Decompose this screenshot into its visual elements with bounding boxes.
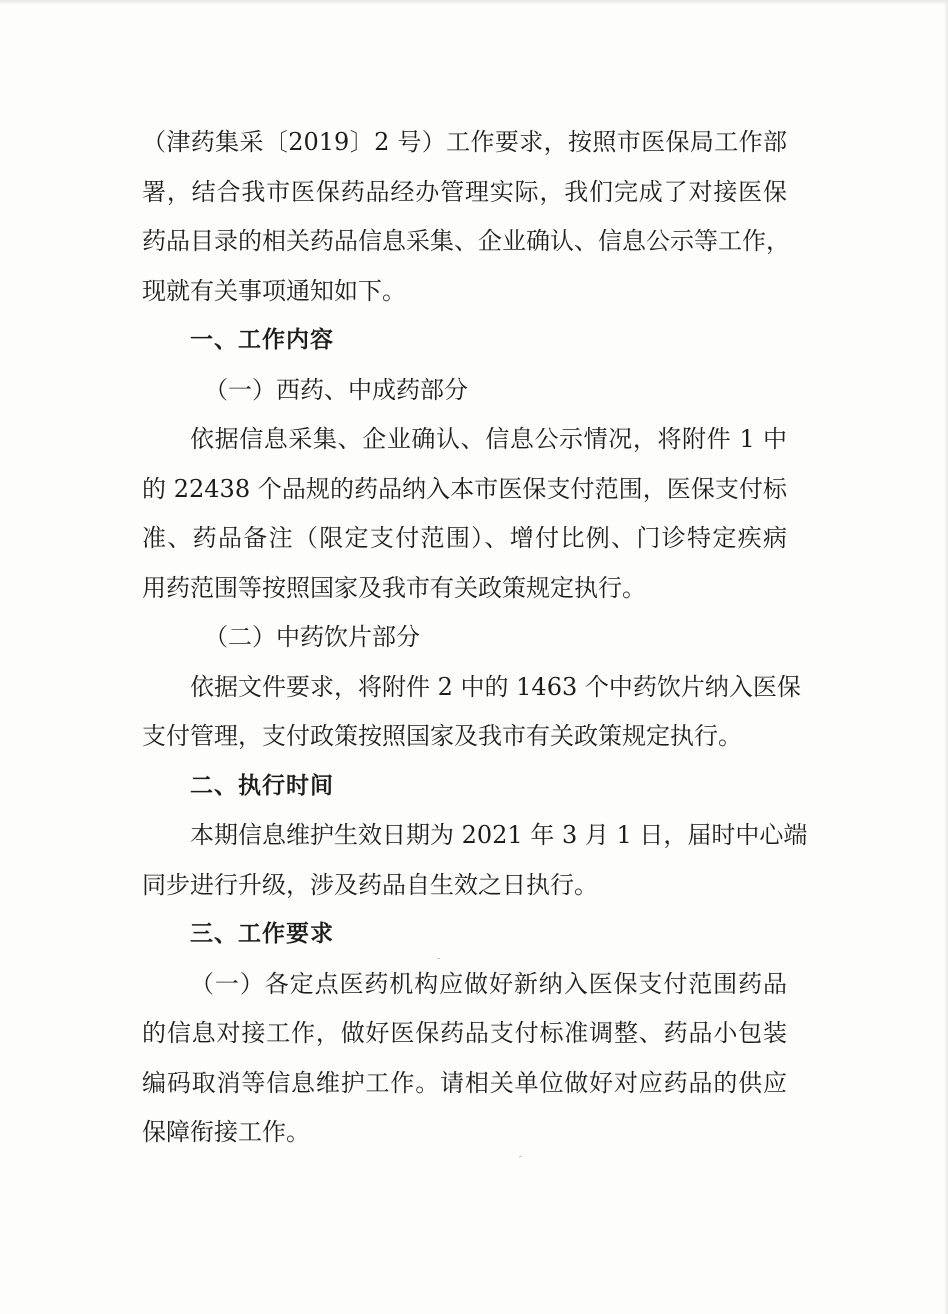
body-line: 支付管理，支付政策按照国家及我市有关政策规定执行。 <box>142 722 742 750</box>
body-line: 本期信息维护生效日期为 2021 年 3 月 1 日，届时中心端 <box>190 821 808 849</box>
subsection-heading-western-medicine: （一）西药、中成药部分 <box>204 375 468 404</box>
body-line: 的 22438 个品规的药品纳入本市医保支付范围，医保支付标 <box>142 474 787 503</box>
body-line: （一）各定点医药机构应做好新纳入医保支付范围药品 <box>190 969 787 998</box>
body-line: 用药范围等按照国家及我市有关政策规定执行。 <box>142 573 646 602</box>
scan-edge-top <box>0 0 948 5</box>
document-body <box>142 118 808 1158</box>
body-line: 保障衔接工作。 <box>142 1118 310 1146</box>
body-line: 同步进行升级，涉及药品自生效之日执行。 <box>142 870 598 899</box>
section-heading-effective-time: 二、执行时间 <box>190 772 334 799</box>
section-heading-work-content: 一、工作内容 <box>190 327 334 353</box>
body-line: 依据信息采集、企业确认、信息公示情况，将附件 1 中 <box>190 425 787 453</box>
body-line: （津药集采〔2019〕2 号）工作要求，按照市医保局工作部 <box>142 128 787 156</box>
body-line: 署，结合我市医保药品经办管理实际，我们完成了对接医保 <box>142 177 787 206</box>
body-line: 编码取消等信息维护工作。请相关单位做好对应药品的供应 <box>142 1068 787 1097</box>
body-line: 的信息对接工作，做好医保药品支付标准调整、药品小包装 <box>142 1019 787 1047</box>
body-line: 现就有关事项通知如下。 <box>142 276 406 305</box>
body-line: 药品目录的相关药品信息采集、企业确认、信息公示等工作， <box>142 227 790 255</box>
section-heading-work-requirements: 三、工作要求 <box>190 921 334 947</box>
subsection-heading-herbal-pieces: （二）中药饮片部分 <box>204 623 420 651</box>
scan-edge-right <box>944 0 948 1314</box>
body-line: 准、药品备注（限定支付范围）、增付比例、门诊特定疾病 <box>142 524 787 552</box>
body-line: 依据文件要求，将附件 2 中的 1463 个中药饮片纳入医保 <box>190 672 801 701</box>
